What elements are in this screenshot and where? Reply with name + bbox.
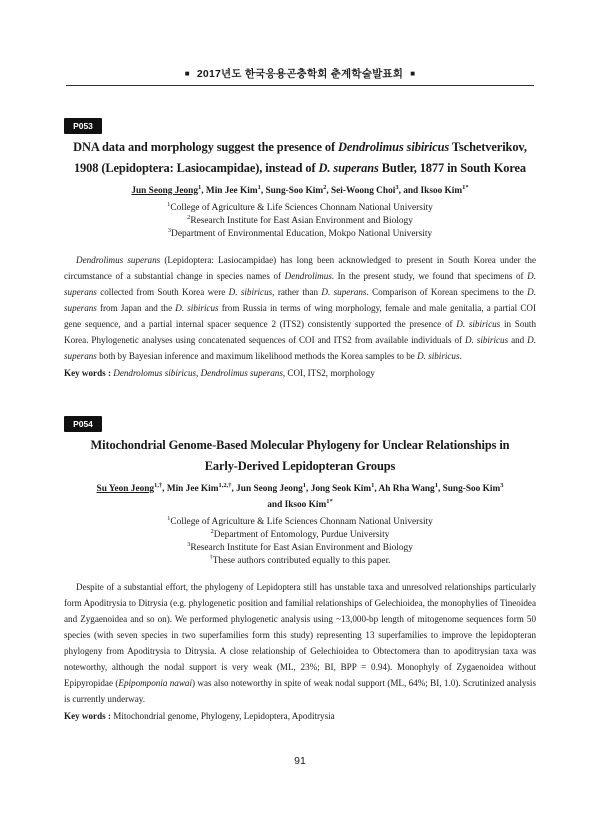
abstract-title: [64, 435, 536, 477]
author-separator: ,: [201, 186, 206, 196]
affil-mark: 3: [167, 227, 172, 234]
abstract-body: [64, 579, 536, 707]
species-name: D. superans: [64, 287, 536, 313]
body-text: .: [459, 351, 462, 361]
affil-text: Research Institute for East Asian Environment and Biology: [190, 216, 413, 226]
body-text: . Comparison of Korean specimens to the: [366, 287, 528, 297]
affil-mark: 1: [167, 201, 171, 208]
species-name: D. sibiricus,: [228, 287, 275, 297]
author-affil-mark: 1*: [462, 184, 469, 191]
title-line: Mitochondrial Genome-Based Molecular Phylogeny for Unclear Relationships in: [90, 438, 510, 452]
author-name: Iksoo Kim: [284, 500, 327, 510]
species-name: D. sibiricus: [175, 303, 219, 313]
header-divider: [66, 85, 534, 86]
keywords-label: Key words :: [64, 368, 114, 378]
square-marker-icon: ■: [410, 69, 416, 78]
author-affil-mark: 1: [198, 184, 202, 191]
affil-text: These authors contributed equally to this paper.: [212, 556, 391, 566]
author-separator: ,: [260, 186, 266, 196]
affiliation: [64, 516, 536, 529]
author-affil-mark: 1: [302, 482, 307, 489]
abstract-p054: [64, 414, 536, 724]
keyword-separator: ,: [196, 368, 201, 378]
body-text: from Japan and the: [96, 303, 176, 313]
author-separator: ,: [374, 484, 379, 494]
body-text: (Lepidoptera: Lasiocampidae) has long been acknowledged to present in South Korea under the circumstance of a substantial change in species names of: [64, 255, 537, 281]
affiliation-list: [64, 202, 536, 241]
affiliation: [64, 529, 536, 542]
author-name: Sung-Soo Kim: [442, 484, 501, 494]
affil-text: Research Institute for East Asian Environment and Biology: [190, 543, 413, 553]
author-name: Iksoo Kim: [420, 186, 463, 196]
species-name: D. superans: [64, 271, 537, 297]
species-name: D. superans: [321, 287, 367, 297]
affiliation: [64, 228, 536, 241]
author-name: Ah Rha Wang: [378, 484, 435, 494]
title-text: DNA data and morphology suggest the presence of: [73, 140, 338, 154]
keywords: [64, 708, 536, 724]
species-name: D. sibiricus: [417, 351, 460, 361]
affil-mark: 1: [167, 515, 171, 522]
author-separator: and: [267, 500, 285, 510]
affil-mark: 3: [187, 541, 191, 548]
author-affil-mark: 3: [395, 184, 399, 191]
keyword-text: Mitochondrial genome, Phylogeny, Lepidoptera, Apoditrysia: [113, 711, 335, 721]
author-affil-mark: 1: [257, 184, 261, 191]
author-name: Min Jee Kim: [205, 186, 258, 196]
affil-text: Department of Entomology, Purdue University: [213, 530, 390, 540]
abstract-p053: [64, 116, 536, 381]
title-text: Tschetverikov, 1908 (Lepidoptera: Lasiocampidae), instead of: [73, 140, 527, 175]
presenting-author: Su Yeon Jeong: [96, 484, 155, 494]
species-name: Dendrolimus superans: [76, 255, 161, 265]
body-text: in South Korea. Phylogenetic analyses using concatenated sequences of COI and ITS2 from available individuals of: [64, 319, 536, 345]
title-species: D. superans: [318, 161, 379, 175]
affil-text: College of Agriculture & Life Sciences Chonnam National University: [170, 517, 433, 527]
body-text: . In the present study, we found that specimens of: [331, 271, 528, 281]
abstract-body: [64, 252, 536, 364]
square-marker-icon: ■: [184, 69, 190, 78]
author-separator: ,: [231, 484, 237, 494]
body-text: from Russia in terms of wing morphology, female and male genitalia, a partial COI gene sequence, and a partial internal spacer sequence 2 (ITS2) consistently supported the presence of: [64, 303, 536, 329]
presenting-author: Jun Seong Jeong: [131, 186, 199, 196]
affiliation: [64, 542, 536, 555]
species-name: D. superans: [64, 335, 536, 361]
page-number: 91: [294, 755, 306, 767]
abstract-title: [64, 137, 536, 179]
keyword-species: Dendrolomus sibiricus: [113, 368, 197, 378]
species-name: D. sibiricus: [456, 319, 501, 329]
affiliation-list: [64, 516, 536, 568]
affil-mark: †: [209, 554, 213, 561]
keywords: [64, 365, 536, 381]
title-line: Early-Derived Lepidopteran Groups: [204, 459, 396, 473]
author-separator: ,: [437, 484, 443, 494]
body-text: Despite of a substantial effort, the phylogeny of Lepidoptera still has unstable taxa and unresolved relationships particularly form Apoditrysia to Ditrysia (e.g. phylogenetic position and familial relationships of Gelechioidea, the monophylies of Tineoidea and Zygaenoidea and so on). We performed phylogenetic analysis using ~13,000-bp length of mitogenome sequences form 50 species (with seven species in two superfamilies form this study) representing 13 superfamilies to improve the lepidopteran phylogeny from Apoditrysia to Ditrysia. A close relationship of Gelechioidea to Obtectomera than to apoditrysian taxa was noteworthy, although the nodal support is very weak (ML, 23%; BI, BPP = 0.94). Monophyly of Zygaenoidea without Epipyropidae (: [64, 582, 536, 688]
author-name: Min Jee Kim: [166, 484, 219, 494]
author-separator: ,: [162, 484, 167, 494]
conference-header: [0, 66, 600, 81]
title-text: Butler, 1877 in South Korea: [378, 161, 527, 175]
author-affil-mark: 1: [371, 482, 375, 489]
conference-title: 2017년도 한국응용곤충학회 춘계학술발표회: [196, 68, 404, 80]
author-affil-mark: 1,†: [154, 482, 163, 489]
author-separator: ,: [326, 186, 331, 196]
author-separator: , and: [398, 186, 421, 196]
affiliation: [64, 202, 536, 215]
author-affil-mark: 1*: [326, 498, 333, 505]
title-species: Dendrolimus sibiricus: [337, 140, 450, 154]
keyword-species: Dendrolimus superans: [200, 368, 283, 378]
author-name: Jong Seok Kim: [310, 484, 372, 494]
species-name: Epipomponia nawai: [118, 678, 192, 688]
author-affil-mark: 3: [500, 482, 504, 489]
author-separator: ,: [306, 484, 311, 494]
body-text: ) was also noteworthy in spite of weak nodal support (ML, 64%; BI, 1.0). Scrutinized analysis is currently underway.: [64, 678, 537, 704]
keywords-label: Key words :: [64, 711, 114, 721]
affiliation: [64, 215, 536, 228]
author-affil-mark: 2: [323, 184, 327, 191]
affiliation: [64, 555, 536, 568]
author-name: Jun Seong Jeong: [236, 484, 303, 494]
keyword-text: , COI, ITS2, morphology: [282, 368, 375, 378]
body-text: rather than: [274, 287, 322, 297]
author-name: Sung-Soo Kim: [265, 186, 324, 196]
abstract-code-badge: P053: [64, 118, 102, 134]
author-list: [64, 183, 536, 199]
body-text: and: [508, 335, 528, 345]
author-name: Sei-Woong Choi: [330, 186, 396, 196]
species-name: D. sibiricus: [465, 335, 509, 345]
affil-text: College of Agriculture & Life Sciences Chonnam National University: [170, 203, 433, 213]
affil-text: Department of Environmental Education, Mokpo National University: [171, 229, 433, 239]
species-name: Dendrolimus: [284, 271, 332, 281]
author-list: [64, 481, 536, 513]
body-text: collected from South Korea were: [96, 287, 229, 297]
abstract-code-badge: P054: [64, 416, 102, 432]
affil-mark: 2: [210, 528, 214, 535]
body-text: both by Bayesian inference and maximum likelihood methods the Korea samples to be: [96, 351, 418, 361]
affil-mark: 2: [187, 214, 191, 221]
author-affil-mark: 1: [434, 482, 438, 489]
author-affil-mark: 1,2,†: [218, 482, 232, 489]
